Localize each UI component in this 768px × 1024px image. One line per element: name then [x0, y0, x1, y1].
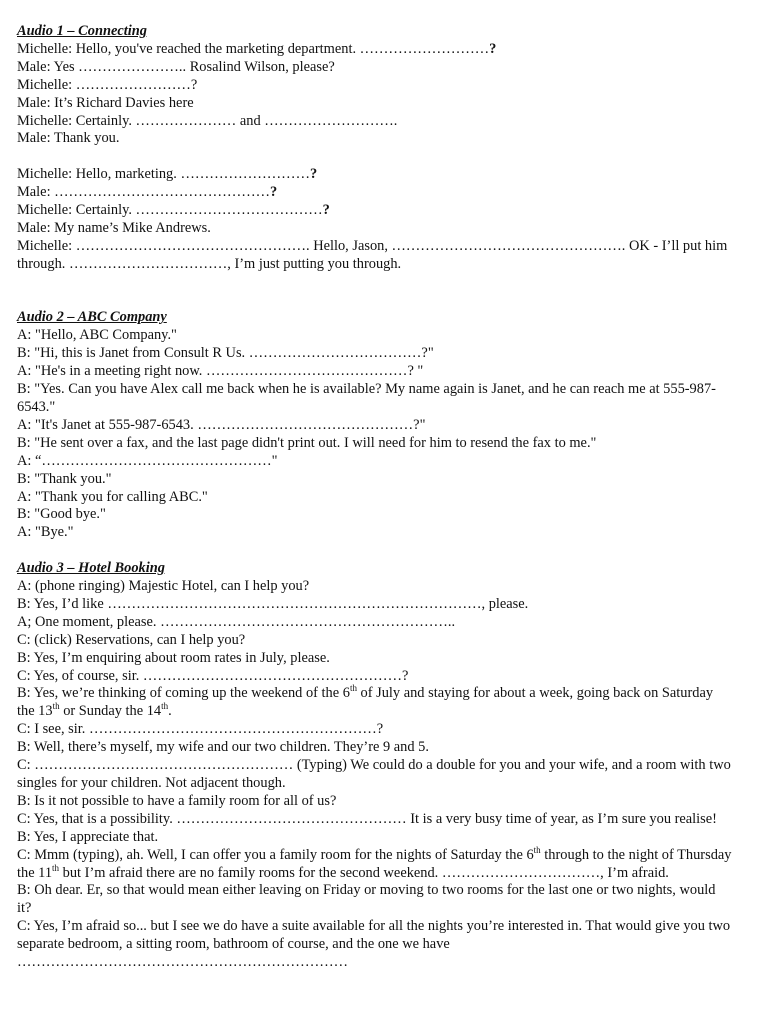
dialogue-line: A: "Thank you for calling ABC." — [17, 488, 208, 505]
dialogue-line: A: "He's in a meeting right now. ……………………………………? " — [17, 363, 424, 380]
line-text: but I’m afraid there are no family rooms for the second weekend. ……………………………, I’m afraid. — [59, 864, 669, 881]
dialogue-line: B: "He sent over a fax, and the last page didn't print out. I will need for him to resend the fax to me." — [17, 434, 597, 451]
dialogue-line: A: (phone ringing) Majestic Hotel, can I help you? — [17, 578, 310, 595]
dialogue-line: Michelle: ……………………? — [17, 76, 198, 93]
question-mark: ? — [322, 202, 330, 219]
dialogue-line: A: “…………………………………………" — [17, 452, 278, 469]
dialogue-line: B: "Good bye." — [17, 506, 106, 523]
ordinal-suffix: th — [349, 683, 357, 694]
dialogue-line: B: "Yes. Can you have Alex call me back when he is available? My name again is Janet, and he can reach me at 555-987-6543." — [17, 381, 716, 415]
line-text: . — [168, 703, 172, 720]
ordinal-suffix: th — [161, 701, 169, 712]
audio-3-section — [17, 560, 733, 972]
line-text: Michelle: Certainly. ………………………………… — [17, 202, 323, 219]
audio-2-heading: Audio 2 – ABC Company — [17, 309, 167, 326]
dialogue-line — [17, 202, 733, 220]
dialogue-line: A: "Bye." — [17, 524, 74, 541]
dialogue-line — [17, 844, 733, 883]
line-text: B: Yes, we’re thinking of coming up the weekend of the 6 — [17, 685, 350, 702]
question-mark: ? — [270, 184, 278, 201]
dialogue-line: Male: It’s Richard Davies here — [17, 94, 194, 111]
ordinal-suffix: th — [533, 844, 541, 855]
question-mark: ? — [309, 166, 318, 183]
dialogue-line: B: Yes, I’m enquiring about room rates in July, please. — [17, 649, 330, 666]
dialogue-line: A: "It's Janet at 555-987-6543. ………………………………………?" — [17, 416, 426, 433]
dialogue-line — [17, 685, 733, 721]
dialogue-line — [17, 184, 733, 202]
line-text: through to the night of Thursday the 11 — [17, 846, 732, 881]
line-text: Michelle: Hello, marketing. ……………………… — [17, 166, 310, 183]
line-text: Male: ……………………………………… — [17, 184, 271, 201]
question-mark: ? — [489, 40, 497, 57]
line-text: Michelle: Hello, you've reached the marketing department. ……………………… — [17, 40, 490, 57]
dialogue-line: B: Well, there’s myself, my wife and our two children. They’re 9 and 5. — [17, 739, 429, 756]
audio-1-section — [17, 23, 733, 274]
ordinal-suffix: th — [52, 701, 60, 712]
dialogue-line: B: Yes, I’d like ……………………………………………………………………, please. — [17, 595, 529, 612]
dialogue-line — [17, 41, 733, 59]
dialogue-line: Male: Yes ………………….. Rosalind Wilson, please? — [17, 58, 335, 75]
audio-1-heading: Audio 1 – Connecting — [17, 23, 147, 39]
dialogue-line: C: I see, sir. ……………………………………………………? — [17, 721, 384, 738]
dialogue-line: B: Oh dear. Er, so that would mean either leaving on Friday or moving to two rooms for the last one or two nights, would it? — [17, 882, 716, 917]
dialogue-line: C: ……………………………………………… (Typing) We could do a double for you and your wife, and a room with two singles for your children. Not adjacent though. — [17, 757, 731, 792]
dialogue-line: Michelle: Certainly. ………………… and ………………………. — [17, 112, 398, 129]
dialogue-line: Male: My name’s Mike Andrews. — [17, 219, 211, 236]
audio-3-heading: Audio 3 – Hotel Booking — [17, 560, 165, 577]
ordinal-suffix: th — [52, 862, 60, 873]
dialogue-line: B: Yes, I appreciate that. — [17, 828, 159, 845]
line-text: of July and staying for about a week, going back on Saturday the 13 — [17, 685, 714, 720]
dialogue-line: B: Is it not possible to have a family room for all of us? — [17, 792, 337, 809]
dialogue-line: C: (click) Reservations, can I help you? — [17, 631, 246, 648]
dialogue-line: C: Yes, that is a possibility. ………………………………………… It is a very busy time of year, as I’m sure you realise! — [17, 810, 717, 827]
dialogue-line: C: Yes, of course, sir. ………………………………………………? — [17, 667, 409, 684]
dialogue-line — [17, 166, 733, 184]
dialogue-line: C: Yes, I’m afraid so... but I see we do have a suite available for all the nights you’re interested in. That would give you two separate bedroom, a sitting room, bathroom of course, and the one we have — [17, 918, 731, 953]
dialogue-line: A; One moment, please. …………………………………………………….. — [17, 613, 456, 630]
worksheet-page — [17, 23, 733, 972]
dialogue-line: A: "Hello, ABC Company." — [17, 327, 177, 344]
dialogue-line: Male: Thank you. — [17, 130, 120, 147]
dialogue-line: …………………………………………………………… — [17, 954, 348, 971]
dialogue-line: Michelle: …………………………………………. Hello, Jason, …………………………………………. OK - I’ll put him through. ……………………………, I’m just putting you through. — [17, 237, 728, 272]
line-text: or Sunday the 14 — [59, 703, 162, 720]
audio-2-section — [17, 309, 733, 542]
dialogue-line: B: "Thank you." — [17, 470, 112, 487]
line-text: C: Mmm (typing), ah. Well, I can offer you a family room for the nights of Saturday the 6 — [17, 846, 534, 863]
dialogue-line: B: "Hi, this is Janet from Consult R Us. ………………………………?" — [17, 345, 434, 362]
